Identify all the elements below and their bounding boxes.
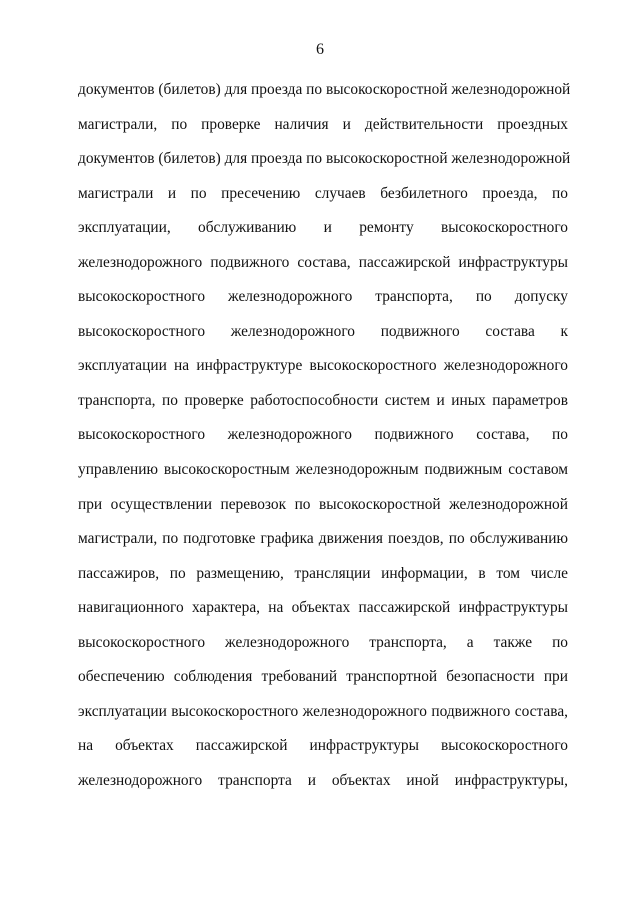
text-line: эксплуатации, обслуживанию и ремонту высокоскоростного xyxy=(78,219,568,237)
text-line: магистрали, по подготовке графика движения поездов, по обслуживанию xyxy=(78,530,568,548)
text-line: документов (билетов) для проезда по высокоскоростной железнодорожной xyxy=(78,81,571,98)
text-line: высокоскоростного железнодорожного подвижного состава к xyxy=(78,322,568,340)
text-line: обеспечению соблюдения требований транспортной безопасности при xyxy=(78,668,568,686)
text-line: магистрали, по проверке наличия и действительности проездных xyxy=(78,115,568,133)
text-line: навигационного характера, на объектах пассажирской инфраструктуры xyxy=(78,599,568,617)
text-line: высокоскоростного железнодорожного транспорта, по допуску xyxy=(78,288,568,306)
text-line: при осуществлении перевозок по высокоскоростной железнодорожной xyxy=(78,495,568,513)
text-line: документов (билетов) для проезда по высокоскоростной железнодорожной xyxy=(78,150,571,168)
text-line: высокоскоростного железнодорожного подвижного состава, по xyxy=(78,426,568,444)
text-line: транспорта, по проверке работоспособности систем и иных параметров xyxy=(78,391,568,409)
page-number: 6 xyxy=(316,41,324,58)
text-line: эксплуатации высокоскоростного железнодорожного подвижного состава, xyxy=(78,702,568,720)
text-line: высокоскоростного железнодорожного транспорта, а также по xyxy=(78,633,568,651)
text-line: магистрали и по пресечению случаев безбилетного проезда, по xyxy=(78,184,568,202)
text-line: эксплуатации на инфраструктуре высокоскоростного железнодорожного xyxy=(78,357,568,375)
text-line: железнодорожного транспорта и объектах иной инфраструктуры, xyxy=(78,771,568,789)
text-line: управлению высокоскоростным железнодорожным подвижным составом xyxy=(78,461,568,479)
text-line: железнодорожного подвижного состава, пассажирской инфраструктуры xyxy=(78,253,568,271)
document-body xyxy=(78,79,571,804)
text-line: на объектах пассажирской инфраструктуры высокоскоростного xyxy=(78,737,568,755)
text-line: пассажиров, по размещению, трансляции информации, в том числе xyxy=(78,564,568,582)
